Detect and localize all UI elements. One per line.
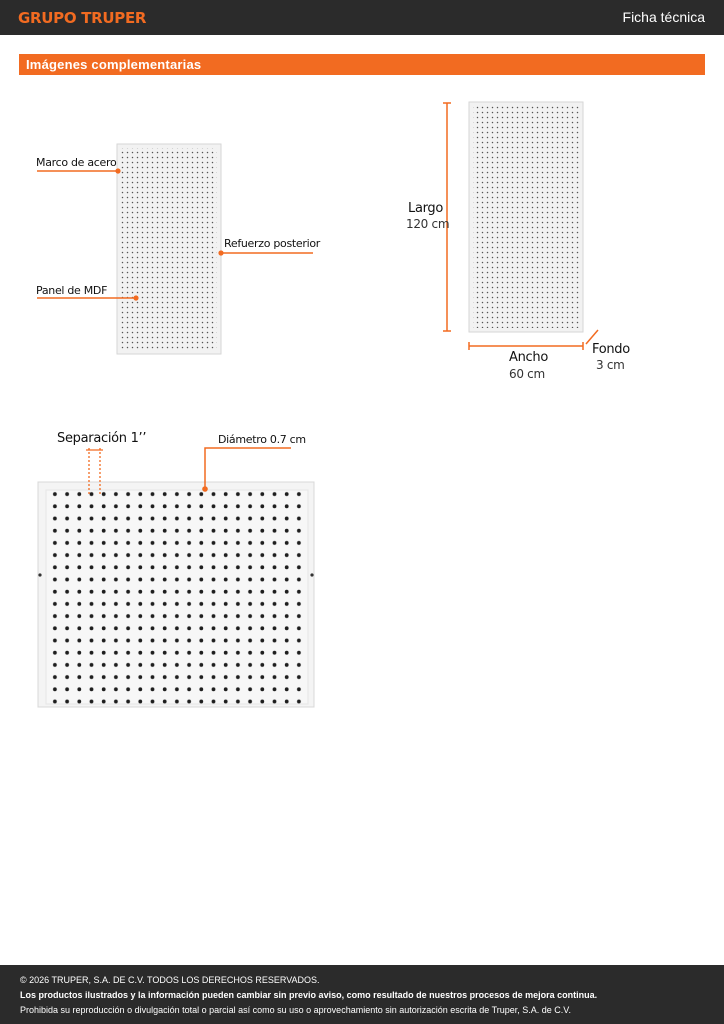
pegboard-dimension-holes bbox=[473, 106, 579, 328]
dimensions-figure bbox=[443, 102, 598, 350]
page-footer bbox=[0, 965, 724, 1024]
hole-spacing-label: Separación 1’’ bbox=[57, 431, 147, 446]
panel-leader-dot bbox=[133, 295, 138, 300]
rear-reinforcement-label: Refuerzo posterior bbox=[224, 237, 321, 250]
pegboard-holes bbox=[121, 148, 217, 350]
frame-leader-dot bbox=[115, 168, 120, 173]
pegboard-detail-holes bbox=[46, 490, 306, 704]
width-value: 60 cm bbox=[509, 367, 545, 381]
footer-notice: Los productos ilustrados y la información pueden cambiar sin previo aviso, como resultado de nuestros procesos de mejora continua. bbox=[20, 990, 598, 1000]
page-title: Ficha técnica bbox=[622, 9, 705, 25]
panel-label: Panel de MDF bbox=[36, 284, 108, 297]
frame-label: Marco de acero bbox=[36, 156, 117, 169]
footer-rights: Prohibida su reproducción o divulgación total o parcial así como su uso o aprovechamiento sin autorización escrita de Truper, S.A. de C.V. bbox=[20, 1005, 571, 1015]
depth-label: Fondo bbox=[592, 342, 630, 357]
rear-leader-dot bbox=[218, 250, 223, 255]
side-fastener-left bbox=[38, 573, 41, 576]
brand-logo: GRUPO TRUPER bbox=[18, 9, 147, 27]
hole-diameter-label: Diámetro 0.7 cm bbox=[218, 433, 306, 446]
diameter-leader-dot bbox=[202, 486, 208, 492]
width-label: Ancho bbox=[509, 350, 548, 365]
detail-figure bbox=[38, 448, 314, 707]
side-fastener-right bbox=[310, 573, 313, 576]
section-title: Imágenes complementarias bbox=[26, 57, 202, 72]
footer-copyright: © 2026 TRUPER, S.A. DE C.V. TODOS LOS DERECHOS RESERVADOS. bbox=[20, 975, 320, 985]
length-value: 120 cm bbox=[406, 217, 450, 231]
depth-value: 3 cm bbox=[596, 358, 625, 372]
length-label: Largo bbox=[408, 201, 444, 216]
